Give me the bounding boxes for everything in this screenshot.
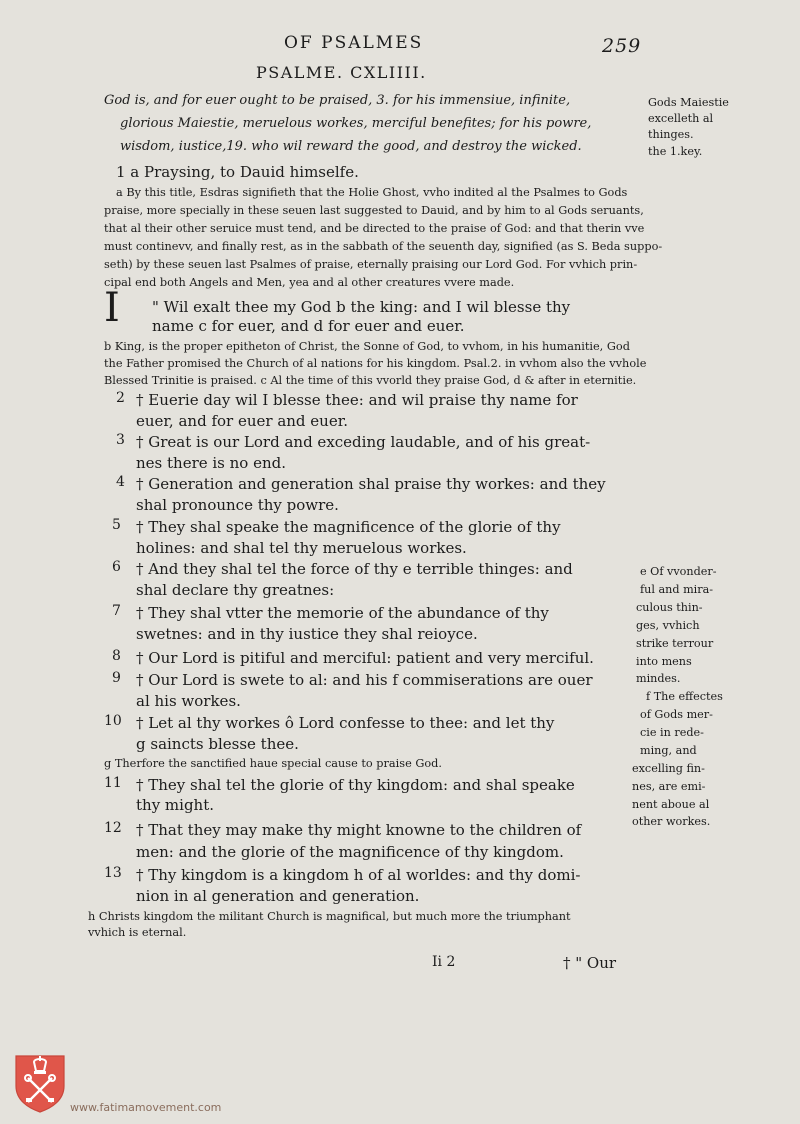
verse-line: † Our Lord is pitiful and merciful: patient and very merciful. [136, 649, 594, 667]
margin-note: mindes. [636, 672, 681, 685]
argument-line: glorious Maiestie, meruelous workes, merciful benefites; for his powre, [120, 116, 592, 131]
verse-line: swetnes: and in thy iustice they shal reioyce. [136, 625, 478, 643]
margin-note: excelleth al [648, 112, 714, 125]
psalm-subtitle: 1 a Praysing, to Dauid himselfe. [116, 163, 359, 181]
margin-note: e Of vvonder- [640, 565, 717, 578]
verse-line: † Euerie day wil I blesse thee: and wil praise thy name for [136, 391, 578, 409]
verse-line: † Let al thy workes ô Lord confesse to thee: and let thy [136, 714, 555, 732]
catchword: † " Our [563, 954, 617, 972]
margin-note: cie in rede- [640, 726, 704, 739]
footer-url[interactable]: www.fatimamovement.com [70, 1101, 222, 1114]
margin-note: ful and mira- [640, 583, 714, 596]
verse-line: † And they shal tel the force of thy e terrible thinges: and [136, 560, 573, 578]
verse-line: † Generation and generation shal praise thy workes: and they [136, 475, 606, 493]
signature-mark: Ii 2 [432, 954, 456, 970]
verse-number: 8 [112, 648, 121, 664]
margin-note: f The effectes [646, 690, 723, 703]
verse-line: † That they may make thy might knowne to the children of [136, 821, 582, 839]
verse-number: 11 [104, 775, 122, 791]
verse-line: † They shal speake the magnificence of the glorie of thy [136, 518, 561, 536]
margin-note: other workes. [632, 815, 711, 828]
verse-line: nion in al generation and generation. [136, 887, 420, 905]
verse-number: 13 [104, 865, 122, 881]
verse-line: g saincts blesse thee. [136, 735, 299, 753]
annotation-line: cipal end both Angels and Men, yea and al other creatures vvere made. [104, 276, 515, 289]
margin-note: excelling fin- [632, 762, 705, 775]
annotation-line: g Therfore the sanctified haue special cause to praise God. [104, 757, 443, 770]
verse-1-line: " Wil exalt thee my God b the king: and I wil blesse thy [152, 298, 571, 316]
verse-number: 3 [116, 432, 125, 448]
annotation-line: praise, more specially in these seuen last suggested to Dauid, and by him to al Gods seruants, [104, 204, 644, 217]
verse-line: men: and the glorie of the magnificence of thy kingdom. [136, 843, 564, 861]
verse-number: 9 [112, 670, 121, 686]
margin-note: nes, are emi- [632, 780, 706, 793]
verse-1-line: name c for euer, and d for euer and euer. [152, 317, 465, 335]
margin-note: strike terrour [636, 637, 714, 650]
argument-line: wisdom, iustice,19. who wil reward the good, and destroy the wicked. [120, 139, 582, 154]
verse-line: nes there is no end. [136, 454, 287, 472]
verse-number: 10 [104, 713, 122, 729]
verse-line: † Thy kingdom is a kingdom h of al worldes: and thy domi- [136, 866, 581, 884]
margin-note: ges, vvhich [636, 619, 700, 632]
margin-note: thinges. [648, 128, 694, 141]
annotation-line: a By this title, Esdras signifieth that the Holie Ghost, vvho indited al the Psalmes to Gods [116, 186, 628, 199]
verse-number: 4 [116, 474, 125, 490]
verse-line: shal declare thy greatnes: [136, 581, 335, 599]
margin-note: nent aboue al [632, 798, 710, 811]
verse-line: † They shal tel the glorie of thy kingdom: and shal speake [136, 776, 575, 794]
verse-number: 7 [112, 603, 121, 619]
annotation-line: vvhich is eternal. [88, 926, 187, 939]
verse-line: shal pronounce thy powre. [136, 496, 339, 514]
margin-note: ming, and [640, 744, 697, 757]
verse-line: † They shal vtter the memorie of the abundance of thy [136, 604, 549, 622]
annotation-line: Blessed Trinitie is praised. c Al the time of this vvorld they praise God, d & after in eternitie. [104, 374, 637, 387]
margin-note: culous thin- [636, 601, 703, 614]
drop-initial: I [104, 285, 120, 331]
annotation-line: must continevv, and finally rest, as in the sabbath of the seuenth day, signified (as S. Beda suppo- [104, 240, 663, 253]
annotation-line: seth) by these seuen last Psalmes of praise, eternally praising our Lord God. For vvhich prin- [104, 258, 638, 271]
margin-note: the 1.key. [648, 145, 703, 158]
annotation-line: b King, is the proper epitheton of Christ, the Sonne of God, to vvhom, in his humanitie, God [104, 340, 630, 353]
verse-line: † Our Lord is swete to al: and his f commiserations are ouer [136, 671, 593, 689]
margin-note: into mens [636, 655, 692, 668]
running-head: OF PSALMES [284, 33, 424, 53]
annotation-line: that al their other seruice must tend, and be directed to the praise of God: and that therin vve [104, 222, 645, 235]
verse-line: † Great is our Lord and exceding laudable, and of his great- [136, 433, 591, 451]
margin-note: Gods Maiestie [648, 96, 729, 109]
argument-line: God is, and for euer ought to be praised, 3. for his immensiue, infinite, [104, 93, 571, 108]
page-number: 259 [602, 35, 642, 57]
verse-line: thy might. [136, 796, 215, 814]
fatima-shield-logo-icon [12, 1052, 68, 1114]
verse-number: 6 [112, 559, 121, 575]
verse-line: holines: and shal tel thy meruelous workes. [136, 539, 467, 557]
verse-number: 5 [112, 517, 121, 533]
verse-number: 12 [104, 820, 122, 836]
psalm-title: PSALME. CXLIIII. [256, 63, 427, 82]
verse-line: euer, and for euer and euer. [136, 412, 348, 430]
annotation-line: h Christs kingdom the militant Church is magnifical, but much more the triumphant [88, 910, 571, 923]
annotation-line: the Father promised the Church of al nations for his kingdom. Psal.2. in vvhom also the vvhole [104, 357, 647, 370]
verse-number: 2 [116, 390, 125, 406]
verse-line: al his workes. [136, 692, 241, 710]
margin-note: of Gods mer- [640, 708, 713, 721]
